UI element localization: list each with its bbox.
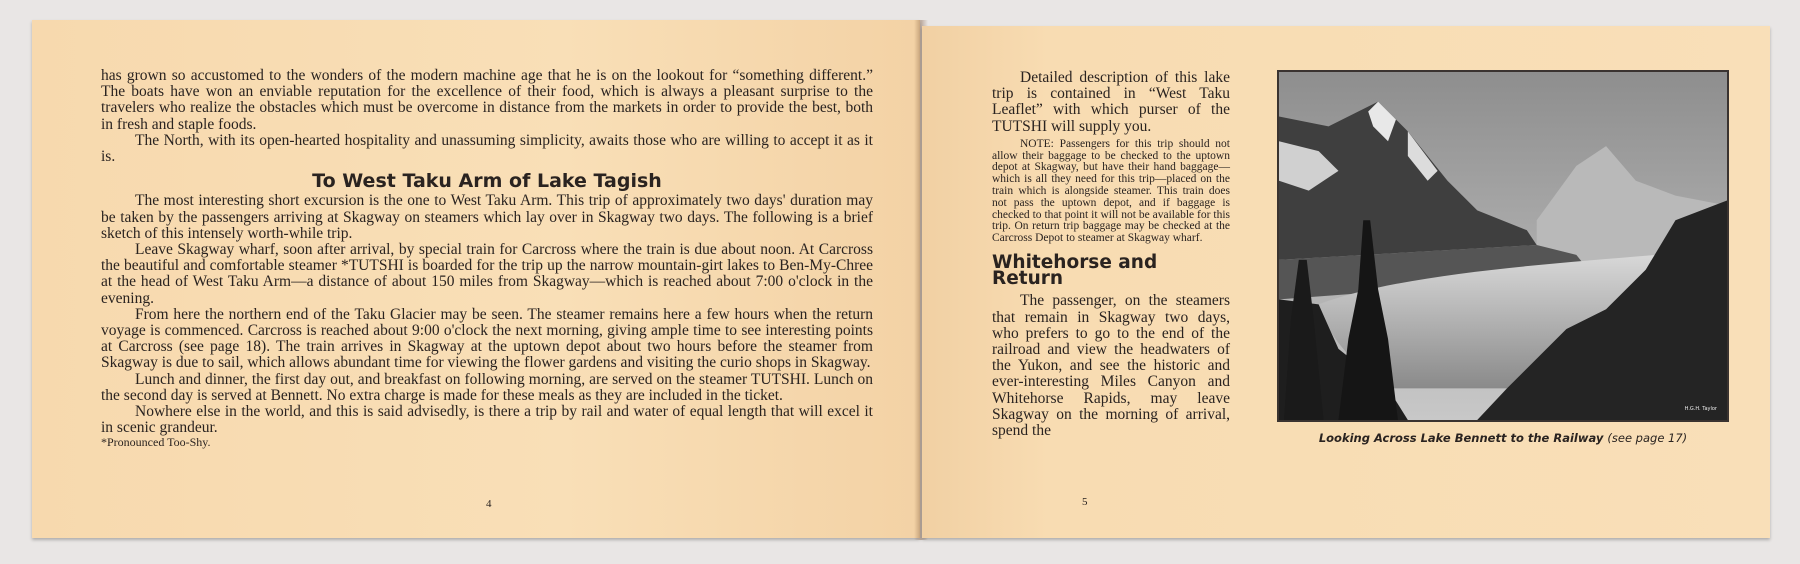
paragraph: The passenger, on the steamers that remain in Skagway two days, who prefers to go to the end of the railroad and view the headwaters of the Yukon, and see the historic and ever-interesting Miles Canyon and Whitehorse Rapids, may leave Skagway on the morning of arrival, spend the — [992, 292, 1230, 440]
left-page — [32, 20, 920, 538]
section-heading: To West Taku Arm of Lake Tagish — [312, 170, 662, 193]
paragraph: From here the northern end of the Taku Glacier may be seen. The steamer remains here a few hours when the return voyage is commenced. Carcross is reached about 9:00 o'clock the next morning, giving ample time to see interesting points at Carcross (see page 18). The train arrives in Skagway at the uptown depot about two hours before the steamer from Skagway is due to sail, which allows abundant time for viewing the flower gardens and visiting the curio shops in Skagway. — [101, 305, 873, 372]
photo-illustration — [1279, 72, 1727, 420]
note-paragraph: NOTE: Passengers for this trip should not allow their baggage to be checked to the uptown depot at Skagway, but have their hand baggage—which is all they need for this trip—placed on the train which is alongside steamer. This train does not pass the uptown depot, and if baggage is checked to that point it will not be available for this trip. On return trip baggage may be checked at the Carcross Depot to steamer at Skagway wharf. — [992, 137, 1230, 245]
section-heading: Whitehorse and Return — [992, 251, 1158, 290]
right-page — [922, 26, 1770, 538]
lake-bennett-photo — [1277, 70, 1729, 422]
page-number: 5 — [1082, 496, 1088, 508]
paragraph: Leave Skagway wharf, soon after arrival, by special train for Carcross where the train is due about noon. At Carcross the beautiful and comfortable steamer *TUTSHI is boarded for the trip up the narrow mountain-girt lakes to Ben-My-Chree at the head of West Taku Arm—a distance of about 150 miles from Skagway—which is reached about 7:00 o'clock in the evening. — [101, 241, 873, 307]
caption-title: Looking Across Lake Bennett to the Railway — [1318, 431, 1604, 445]
paragraph: Nowhere else in the world, and this is said advisedly, is there a trip by rail and water of equal length that will excel it in scenic grandeur. — [101, 403, 873, 437]
left-page-text — [101, 68, 873, 449]
paragraph: The North, with its open-hearted hospitality and unassuming simplicity, awaits those who are willing to accept it as it is. — [101, 131, 873, 166]
paragraph: The most interesting short excursion is the one to West Taku Arm. This trip of approximately two days' duration may be taken by the passengers arriving at Skagway on steamers which lay over in Skagway two days. The following is a brief sketch of this intensely worth-while trip. — [101, 192, 873, 242]
open-booklet — [32, 20, 1770, 540]
footnote: *Pronounced Too-Shy. — [101, 435, 211, 450]
paragraph: Detailed description of this lake trip is contained in “West Taku Leaflet” with which purser of the TUTSHI will supply you. — [992, 69, 1230, 135]
paragraph: has grown so accustomed to the wonders of the modern machine age that he is on the lookout for “something different.” The boats have won an enviable reputation for the excellence of their food, which is always a pleasant surprise to the travelers who realize the obstacles which must be overcome in distance from the markets in order to provide the best, both in fresh and staple foods. — [101, 67, 873, 133]
photo-credit: H.G.H. Taylor — [1684, 406, 1717, 412]
page-number: 4 — [486, 498, 492, 510]
paragraph: Lunch and dinner, the first day out, and breakfast on following morning, are served on the steamer TUTSHI. Lunch on the second day is served at Bennett. No extra charge is made for these meals as they are included in the ticket. — [101, 370, 873, 404]
caption-page-ref: (see page 17) — [1607, 431, 1688, 445]
right-page-text — [992, 70, 1230, 439]
photo-caption — [1277, 431, 1729, 445]
